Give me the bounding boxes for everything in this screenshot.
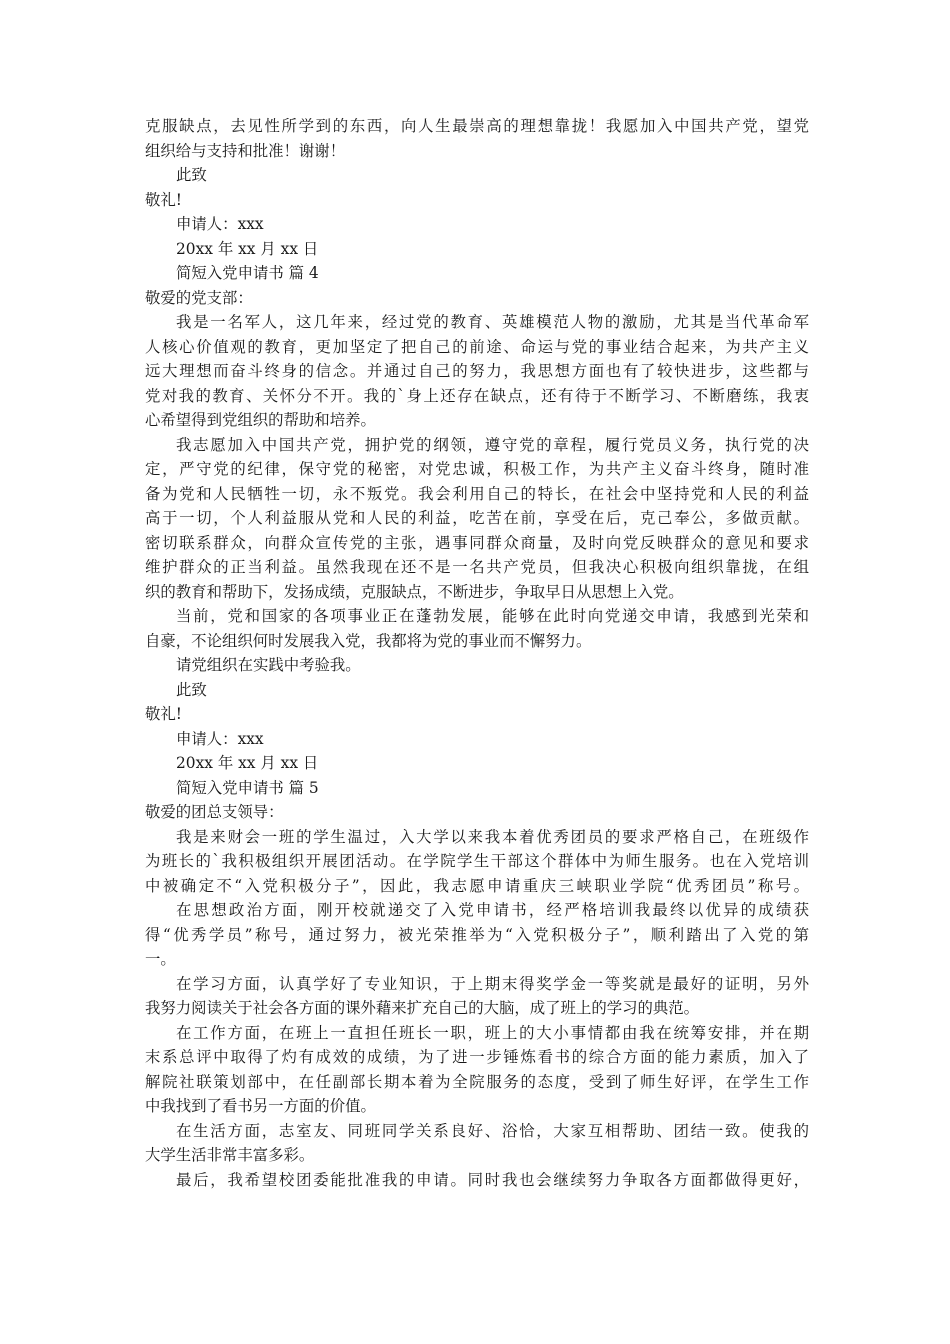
text-line: 中我找到了看书另一方面的价值。	[145, 1097, 376, 1115]
text-line: 申请人：xxx	[176, 215, 264, 233]
text-line: 当前，党和国家的各项事业正在蓬勃发展，能够在此时向党递交申请，我感到光荣和	[176, 607, 809, 625]
text-line: 党对我的教育、关怀分不开。我的`身上还存在缺点，还有待于不断学习、不断磨练，我衷	[145, 386, 809, 405]
text-line: 在生活方面，志室友、同班同学关系良好、浴恰，大家互相帮助、团结一致。使我的	[176, 1121, 809, 1140]
text-line: 人核心价值观的教育，更加坚定了把自己的前途、命运与党的事业结合起来，为共产主义	[145, 337, 809, 356]
text-line: 简短入党申请书 篇 5	[176, 778, 319, 797]
text-line: 20xx 年 xx 月 xx 日	[176, 239, 319, 258]
text-line: 请党组织在实践中考验我。	[176, 656, 361, 674]
text-line: 我是来财会一班的学生温过，入大学以来我本着优秀团员的要求严格自己，在班级作	[176, 827, 809, 846]
text-line: 在思想政治方面，刚开校就递交了入党申请书，经严格培训我最终以优异的成绩获	[176, 901, 809, 919]
text-line: 最后，我希望校团委能批准我的申请。同时我也会继续努力争取各方面都做得更好，	[176, 1170, 809, 1189]
text-line: 末系总评中取得了灼有成效的成绩，为了进一步锤炼看书的综合方面的能力素质，加入了	[145, 1048, 809, 1066]
text-line: 中被确定不“入党积极分子”，因此，我志愿申请重庆三峡职业学院“优秀团员”称号。	[145, 876, 809, 895]
text-line: 维护群众的正当利益。虽然我现在还不是一名共产党员，但我决心积极向组织靠拢，在组	[145, 558, 809, 576]
text-line: 为班长的`我积极组织开展团活动。在学院学生干部这个群体中为师生服务。也在入党培训	[145, 852, 809, 870]
text-line: 敬爱的党支部：	[145, 288, 253, 307]
text-line: 心希望得到党组织的帮助和培养。	[145, 411, 376, 429]
text-line: 敬礼!	[145, 705, 182, 723]
text-line: 申请人：xxx	[176, 729, 264, 748]
text-line: 组织给与支持和批准！谢谢！	[145, 141, 346, 160]
text-line: 备为党和人民牺牲一切，永不叛党。我会利用自己的特长，在社会中坚持党和人民的利益	[145, 484, 809, 503]
text-line: 我努力阅读关于社会各方面的课外藉来扩充自己的大脑，成了班上的学习的典范。	[145, 999, 700, 1017]
text-line: 在学习方面，认真学好了专业知识，于上期末得奖学金一等奖就是最好的证明，另外	[176, 974, 809, 993]
text-line: 此致	[176, 680, 207, 699]
text-line: 高于一切，个人利益服从党和人民的利益，吃苦在前，享受在后，克己奉公，多做贡献。	[145, 509, 809, 527]
text-line: 解院社联策划部中，在任副部长期本着为全院服务的态度，受到了师生好评，在学生工作	[145, 1072, 809, 1091]
text-line: 简短入党申请书 篇 4	[176, 264, 319, 282]
text-line: 一。	[145, 950, 176, 968]
text-line: 自豪，不论组织何时发展我入党，我都将为党的事业而不懈努力。	[145, 631, 592, 650]
text-line: 敬礼!	[145, 190, 182, 209]
text-line: 克服缺点，去见性所学到的东西，向人生最崇高的理想靠拢！我愿加入中国共产党，望党	[145, 117, 809, 135]
text-line: 此致	[176, 166, 207, 184]
text-line: 密切联系群众，向群众宣传党的主张，遇事同群众商量，及时向党反映群众的意见和要求	[145, 533, 809, 552]
text-line: 我是一名军人，这几年来，经过党的教育、英雄模范人物的激励，尤其是当代革命军	[176, 313, 809, 331]
document-body	[145, 114, 809, 1192]
text-line: 远大理想而奋斗终身的信念。并通过自己的努力，我思想方面也有了较快进步，这些都与	[145, 362, 809, 380]
text-line: 敬爱的团总支领导：	[145, 803, 284, 821]
text-line: 我志愿加入中国共产党，拥护党的纲领，遵守党的章程，履行党员义务，执行党的决	[176, 435, 809, 454]
text-line: 大学生活非常丰富多彩。	[145, 1146, 315, 1164]
text-line: 定，严守党的纪律，保守党的秘密，对党忠诚，积极工作，为共产主义奋斗终身，随时准	[145, 460, 809, 478]
text-line: 在工作方面，在班上一直担任班长一职，班上的大小事情都由我在统筹安排，并在期	[176, 1023, 809, 1042]
text-line: 织的教育和帮助下，发扬成绩，克服缺点，不断进步，争取早日从思想上入党。	[145, 582, 684, 601]
text-line: 得“优秀学员”称号，通过努力，被光荣推举为“入党积极分子”，顺利踏出了入党的第	[145, 925, 809, 944]
text-line: 20xx 年 xx 月 xx 日	[176, 754, 319, 772]
